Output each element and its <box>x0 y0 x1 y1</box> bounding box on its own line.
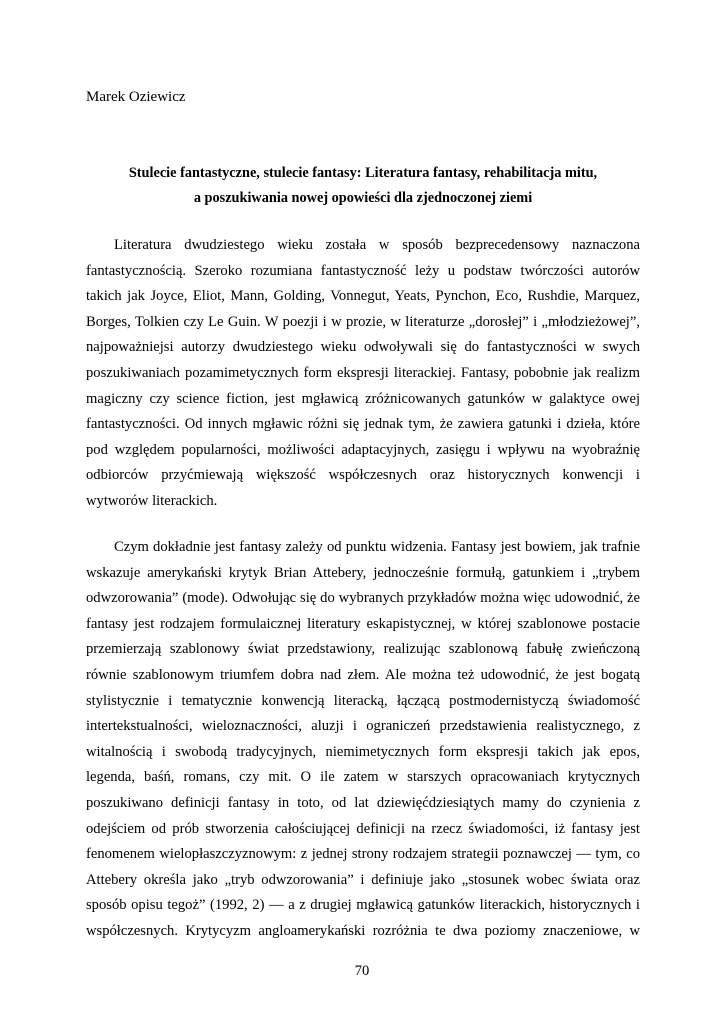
text-line: Literatura dwudziestego wieku została w sposób bezprecedensowy naznaczona <box>114 237 640 253</box>
text-line: wskazuje amerykański krytyk Brian Attebery, jednocześnie formułą, gatunkiem i „trybem <box>86 564 640 581</box>
text-line: magiczny czy science fiction, jest mgławicą zróżnicowanych gatunków w galaktyce owej <box>86 390 640 407</box>
text-line: fantastyczności. Od innych mgławic różni się jednak tym, że zawiera gatunki i dzieła, które <box>86 416 640 433</box>
text-line: przemierzają szablonowy świat przedstawiony, realizując szablonową fabułę zwieńczoną <box>86 641 640 658</box>
text-line: odwzorowania” (mode). Odwołując się do wybranych przykładów można więc udowodnić, że <box>86 590 640 607</box>
text-line: fantastycznością. Szeroko rozumiana fantastyczność leży u podstaw twórczości autorów <box>86 262 640 279</box>
text-line: poszukiwano definicji fantasy in toto, od lat dziewięćdziesiątych mamy do czynienia z <box>86 794 640 811</box>
text-line: sposób opisu tegoż” (1992, 2) — a z drugiej mgławicą gatunków literackich, historycznych i <box>86 897 640 914</box>
text-line: stylistycznie i tematycznie konwencją literacką, łączącą postmodernistyczą świadomość <box>86 692 640 709</box>
text-line: witalnością i swobodą tradycyjnych, niemimetycznych form ekspresji takich jak epos, <box>86 743 640 760</box>
article-title-line: a poszukiwania nowej opowieści dla zjednoczonej ziemi <box>193 190 533 206</box>
article-title <box>86 161 640 211</box>
text-line: Czym dokładnie jest fantasy zależy od punktu widzenia. Fantasy jest bowiem, jak trafnie <box>114 539 640 555</box>
text-line: odejściem od prób stworzenia całościującej definicji na rzecz świadomości, iż fantasy jest <box>86 820 640 837</box>
text-line: poszukiwaniach pozamimetycznych form ekspresji literackiej. Fantasy, pobobnie jak realizm <box>86 364 640 381</box>
text-line: legenda, baśń, romans, czy mit. O ile zatem w starszych opracowaniach krytycznych <box>86 769 640 786</box>
body-paragraph <box>86 233 640 515</box>
article-title-line: Stulecie fantastyczne, stulecie fantasy: Literatura fantasy, rehabilitacja mitu, <box>128 165 598 181</box>
text-line: Borges, Tolkien czy Le Guin. W poezji i w prozie, w literaturze „dorosłej” i „młodzieżowej”, <box>86 313 640 330</box>
text-line: odbiorców przyćmiewają większość współczesnych oraz historycznych konwencji i <box>86 467 640 484</box>
text-line: fantasy jest rodzajem formulaicznej literatury eskapistycznej, w której szablonowe postacie <box>86 615 640 632</box>
author-name: Marek Oziewicz <box>86 89 186 105</box>
text-line: współczesnych. Krytycyzm angloamerykański rozróżnia te dwa poziomy znaczeniowe, w <box>86 922 640 939</box>
text-line: najpoważniejsi autorzy dwudziestego wieku odwoływali się do fantastyczności w swych <box>86 339 640 356</box>
text-line: fenomenem wielopłaszczyznowym: z jednej strony rodzajem strategii poznawczej — tym, co <box>86 846 640 863</box>
page-number: 70 <box>354 963 370 979</box>
text-line: wytworów literackich. <box>86 492 218 509</box>
text-line: Attebery określa jako „tryb odwzorowania” i definiuje jako „stosunek wobec świata oraz <box>86 871 640 888</box>
body-paragraph <box>86 535 640 945</box>
text-line: równie szablonowym triumfem dobra nad złem. Ale można też udowodnić, że jest bogatą <box>86 666 640 683</box>
text-line: intertekstualności, wieloznaczności, aluzji i ograniczeń przedstawienia realistycznego, z <box>86 718 640 735</box>
text-line: takich jak Joyce, Eliot, Mann, Golding, Vonnegut, Yeats, Pynchon, Eco, Rushdie, Marquez, <box>86 288 640 305</box>
text-line: pod względem popularności, możliwości adaptacyjnych, zasięgu i wpływu na wyobraźnię <box>86 441 640 458</box>
